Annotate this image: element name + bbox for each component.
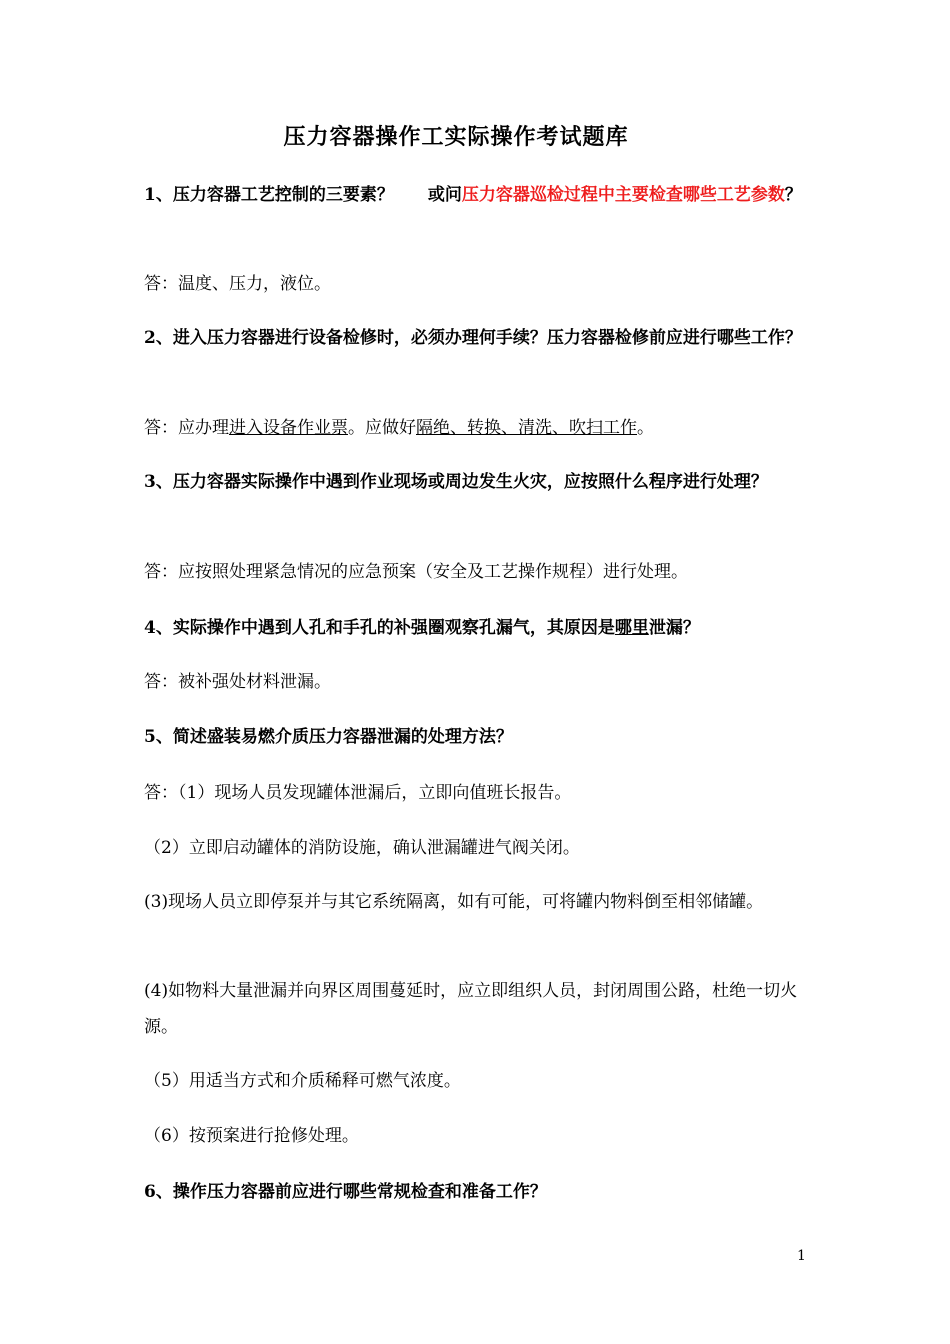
question-4-part1: 4、实际操作中遇到人孔和手孔的补强圈观察孔漏气，其原因是 xyxy=(144,618,615,638)
question-1-suffix: ？ xyxy=(784,185,802,205)
question-1-gap: 或问 xyxy=(393,185,462,205)
question-1-prefix: 1、压力容器工艺控制的三要素？ xyxy=(144,185,394,205)
answer-2-part3: 。 xyxy=(637,418,654,438)
question-1 xyxy=(144,177,809,213)
answer-5-line-5: （5）用适当方式和介质稀释可燃气浓度。 xyxy=(144,1071,461,1091)
question-4-part2: 泄漏？ xyxy=(648,618,700,638)
question-5: 5、简述盛装易燃介质压力容器泄漏的处理方法？ xyxy=(144,727,513,747)
answer-4: 答：被补强处材料泄漏。 xyxy=(144,672,331,692)
answer-5-line-3: (3)现场人员立即停泵并与其它系统隔离，如有可能，可将罐内物料倒至相邻储罐。 xyxy=(144,892,764,912)
answer-2 xyxy=(144,410,809,446)
answer-5-line-4: (4)如物料大量泄漏并向界区周围蔓延时，应立即组织人员，封闭周围公路，杜绝一切火源。 xyxy=(144,981,798,1037)
question-6: 6、操作压力容器前应进行哪些常规检查和准备工作？ xyxy=(144,1182,547,1202)
answer-3: 答：应按照处理紧急情况的应急预案（安全及工艺操作规程）进行处理。 xyxy=(144,562,688,582)
question-4-underline: 哪里 xyxy=(614,618,649,638)
question-1-highlight: 压力容器巡检过程中主要检查哪些工艺参数 xyxy=(461,185,785,205)
document-title: 压力容器操作工实际操作考试题库 xyxy=(283,124,629,150)
answer-5-line-1: 答：（1）现场人员发现罐体泄漏后，立即向值班长报告。 xyxy=(144,783,572,803)
answer-5-line-6: （6）按预案进行抢修处理。 xyxy=(144,1126,359,1146)
answer-2-underline-1: 进入设备作业票 xyxy=(229,418,348,438)
answer-2-part1: 答：应办理 xyxy=(144,418,229,438)
question-3: 3、压力容器实际操作中遇到作业现场或周边发生火灾，应按照什么程序进行处理？ xyxy=(144,472,768,492)
answer-2-part2: 。应做好 xyxy=(348,418,416,438)
question-4 xyxy=(144,610,809,646)
answer-1: 答：温度、压力，液位。 xyxy=(144,274,331,294)
answer-5-line-2: （2）立即启动罐体的消防设施，确认泄漏罐进气阀关闭。 xyxy=(144,838,580,858)
page-number: 1 xyxy=(797,1248,806,1264)
answer-2-underline-2: 隔绝、转换、清洗、吹扫工作 xyxy=(416,418,637,438)
question-2: 2、进入压力容器进行设备检修时，必须办理何手续？压力容器检修前应进行哪些工作？ xyxy=(144,328,802,348)
